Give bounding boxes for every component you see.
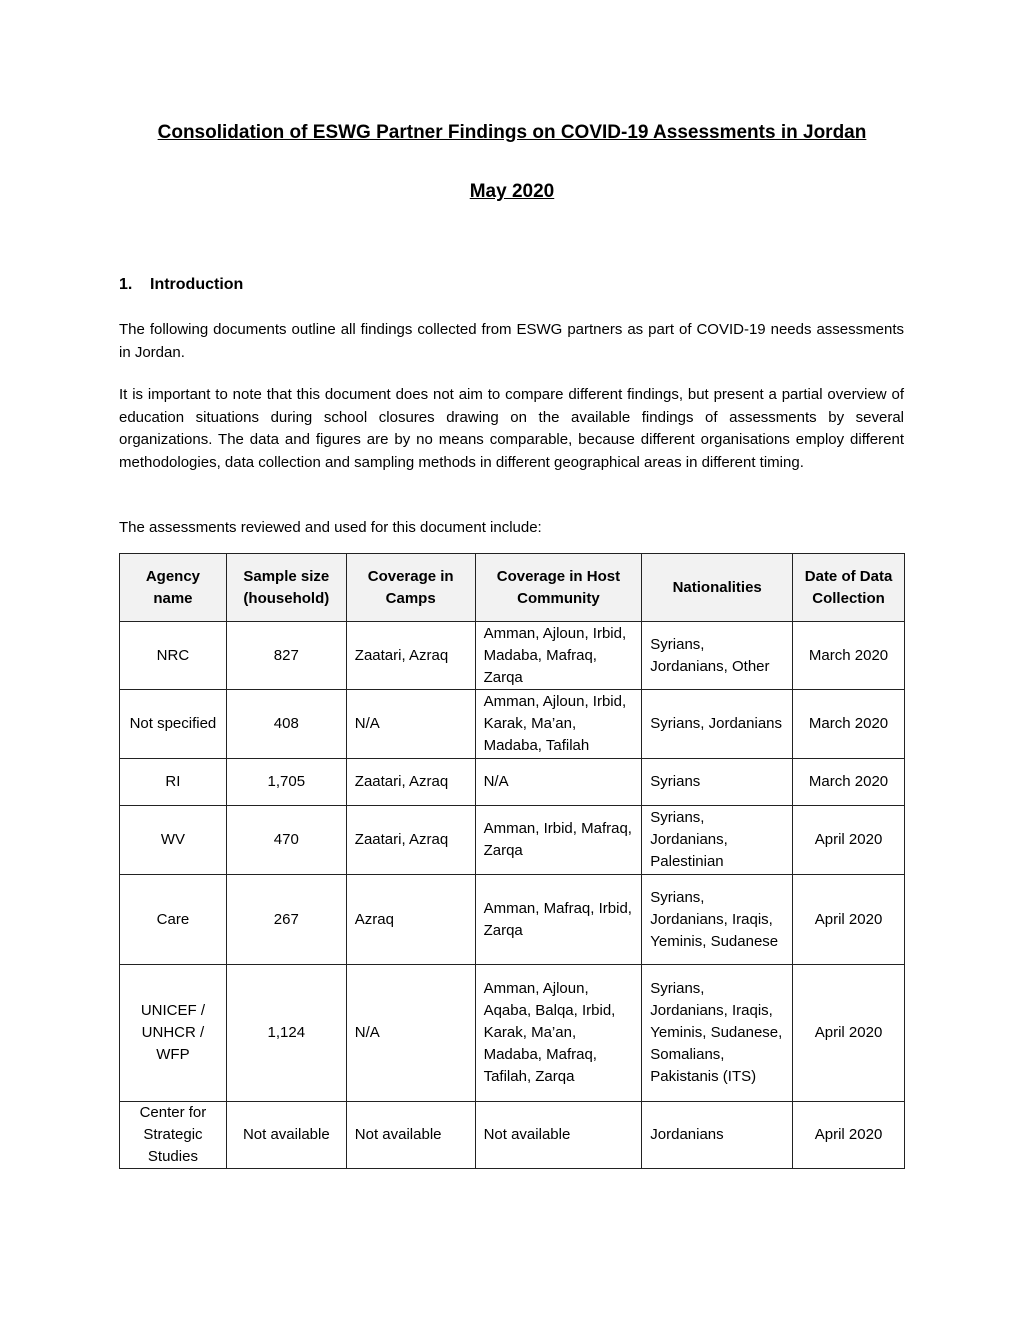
header-agency-name: Agency name <box>120 554 227 622</box>
cell-agency: WV <box>120 806 227 875</box>
table-row <box>120 690 905 759</box>
cell-host-community: Amman, Irbid, Mafraq, Zarqa <box>475 806 642 875</box>
cell-host-community: Amman, Ajloun, Irbid, Madaba, Mafraq, Zarqa <box>475 622 642 690</box>
cell-nationalities: Syrians, Jordanians, Palestinian <box>642 806 793 875</box>
cell-sample-size: 1,705 <box>226 759 346 806</box>
cell-sample-size: Not available <box>226 1102 346 1169</box>
header-nationalities: Nationalities <box>642 554 793 622</box>
header-sample-size: Sample size (household) <box>226 554 346 622</box>
intro-paragraph: The following documents outline all findings collected from ESWG partners as part of COVID-19 needs assessments in Jordan. <box>119 321 904 361</box>
table-row <box>120 806 905 875</box>
cell-nationalities: Syrians, Jordanians <box>642 690 793 759</box>
header-coverage-host: Coverage in Host Community <box>475 554 642 622</box>
cell-host-community: Amman, Ajloun, Irbid, Karak, Ma’an, Madaba, Tafilah <box>475 690 642 759</box>
cell-date: April 2020 <box>793 875 905 965</box>
table-row <box>120 1102 905 1169</box>
cell-agency: Center for Strategic Studies <box>120 1102 227 1169</box>
cell-camps: Azraq <box>346 875 475 965</box>
cell-camps: Zaatari, Azraq <box>346 622 475 690</box>
table-row <box>120 875 905 965</box>
cell-host-community: Not available <box>475 1102 642 1169</box>
cell-camps: N/A <box>346 690 475 759</box>
cell-camps: Zaatari, Azraq <box>346 806 475 875</box>
cell-agency: UNICEF / UNHCR / WFP <box>120 965 227 1102</box>
cell-host-community: N/A <box>475 759 642 806</box>
document-subtitle: May 2020 <box>469 181 555 202</box>
table-row <box>120 965 905 1102</box>
section-number: 1. <box>119 276 133 293</box>
cell-date: March 2020 <box>793 690 905 759</box>
cell-nationalities: Syrians, Jordanians, Iraqis, Yeminis, Sudanese <box>642 875 793 965</box>
cell-agency: RI <box>120 759 227 806</box>
cell-camps: N/A <box>346 965 475 1102</box>
cell-nationalities: Jordanians <box>642 1102 793 1169</box>
cell-camps: Not available <box>346 1102 475 1169</box>
cell-sample-size: 267 <box>226 875 346 965</box>
cell-host-community: Amman, Mafraq, Irbid, Zarqa <box>475 875 642 965</box>
table-row <box>120 759 905 806</box>
cell-date: March 2020 <box>793 622 905 690</box>
cell-date: April 2020 <box>793 806 905 875</box>
cell-sample-size: 408 <box>226 690 346 759</box>
section-heading <box>119 276 243 294</box>
header-coverage-camps: Coverage in Camps <box>346 554 475 622</box>
cell-nationalities: Syrians, Jordanians, Iraqis, Yeminis, Sudanese, Somalians, Pakistanis (ITS) <box>642 965 793 1102</box>
cell-agency: NRC <box>120 622 227 690</box>
cell-nationalities: Syrians <box>642 759 793 806</box>
document-title: Consolidation of ESWG Partner Findings on COVID-19 Assessments in Jordan <box>157 122 867 143</box>
assessments-table <box>119 553 905 1169</box>
cell-date: April 2020 <box>793 1102 905 1169</box>
header-date: Date of Data Collection <box>793 554 905 622</box>
cell-date: March 2020 <box>793 759 905 806</box>
cell-sample-size: 1,124 <box>226 965 346 1102</box>
table-header-row <box>120 554 905 622</box>
section-title: Introduction <box>150 276 244 293</box>
cell-agency: Not specified <box>120 690 227 759</box>
disclaimer-paragraph: It is important to note that this document does not aim to compare different findings, but present a partial overview of education situations during school closures drawing on the available findings of assessments by several organizations. The data and figures are by no means comparable, because different organisations employ different methodologies, data collection and sampling methods in different geographical areas in different timing. <box>119 386 904 471</box>
cell-date: April 2020 <box>793 965 905 1102</box>
cell-sample-size: 470 <box>226 806 346 875</box>
cell-sample-size: 827 <box>226 622 346 690</box>
cell-camps: Zaatari, Azraq <box>346 759 475 806</box>
table-row <box>120 622 905 690</box>
cell-nationalities: Syrians, Jordanians, Other <box>642 622 793 690</box>
table-intro-paragraph: The assessments reviewed and used for this document include: <box>119 519 542 536</box>
cell-agency: Care <box>120 875 227 965</box>
cell-host-community: Amman, Ajloun, Aqaba, Balqa, Irbid, Karak, Ma’an, Madaba, Mafraq, Tafilah, Zarqa <box>475 965 642 1102</box>
